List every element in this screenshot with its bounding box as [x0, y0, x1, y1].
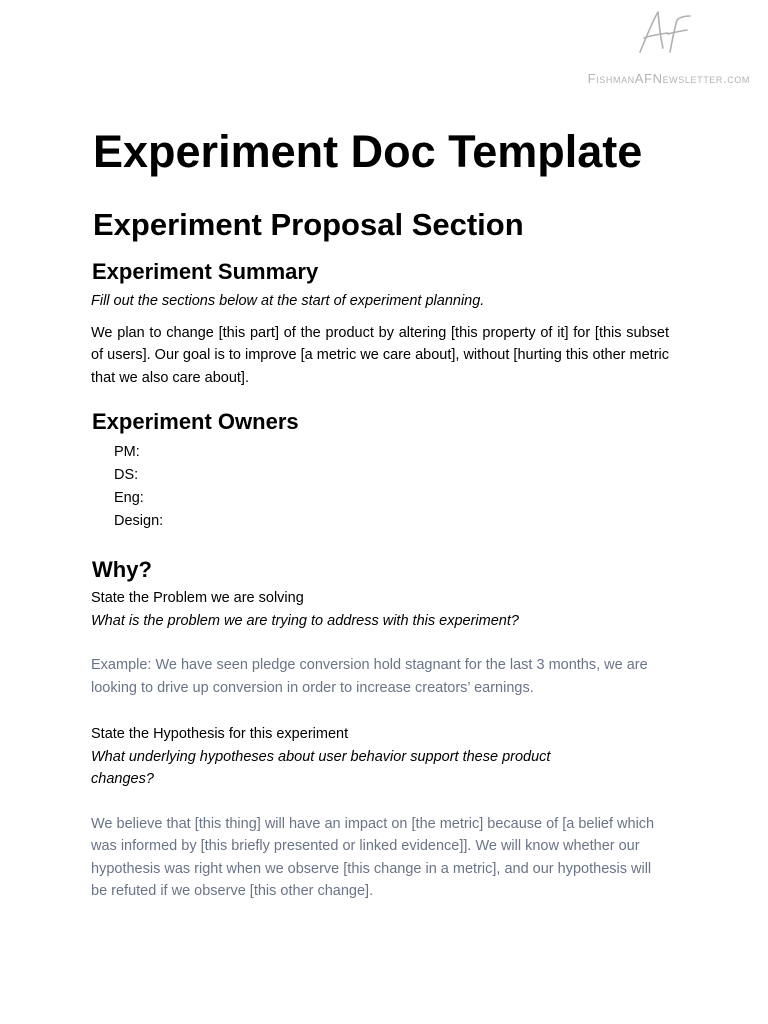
- owner-role-eng: Eng:: [114, 490, 144, 506]
- summary-intro: Fill out the sections below at the start of experiment planning.: [91, 293, 485, 309]
- problem-example: Example: We have seen pledge conversion hold stagnant for the last 3 months, we are looking to drive up conversion in order to increase creators’ earnings.: [91, 657, 648, 696]
- problem-question: What is the problem we are trying to address with this experiment?: [91, 612, 519, 629]
- hypothesis-label: State the Hypothesis for this experiment: [91, 726, 349, 742]
- owner-role-design: Design:: [114, 513, 164, 529]
- summary-heading: Experiment Summary: [92, 259, 319, 284]
- summary-body: We plan to change [this part] of the product by altering [this property of it] for [this subset of users]. Our goal is to improve [a metric we care about], without [hurting this other metric that we also care about].: [91, 324, 669, 386]
- owners-list: [91, 441, 669, 533]
- owner-role-pm: PM:: [114, 444, 140, 460]
- why-heading: Why?: [92, 557, 152, 582]
- owner-role-ds: DS:: [114, 467, 139, 483]
- owners-heading: Experiment Owners: [92, 409, 299, 434]
- problem-label: State the Problem we are solving: [91, 590, 304, 606]
- newsletter-site-name[interactable]: FishmanAFNewsletter.com: [587, 71, 750, 86]
- hypothesis-question: What underlying hypotheses about user behavior support these product changes?: [91, 748, 551, 787]
- hypothesis-template: We believe that [this thing] will have an impact on [the metric] because of [a belief which was informed by [this briefly presented or linked evidence]]. We will know whether our hypothesis was right when we observe [this change in a metric], and our hypothesis will be refuted if we observe [this other change].: [91, 815, 655, 899]
- af-signature-logo: [630, 8, 696, 58]
- document-title: Experiment Doc Template: [93, 126, 643, 177]
- document-body: [91, 122, 669, 903]
- section-title: Experiment Proposal Section: [93, 207, 524, 242]
